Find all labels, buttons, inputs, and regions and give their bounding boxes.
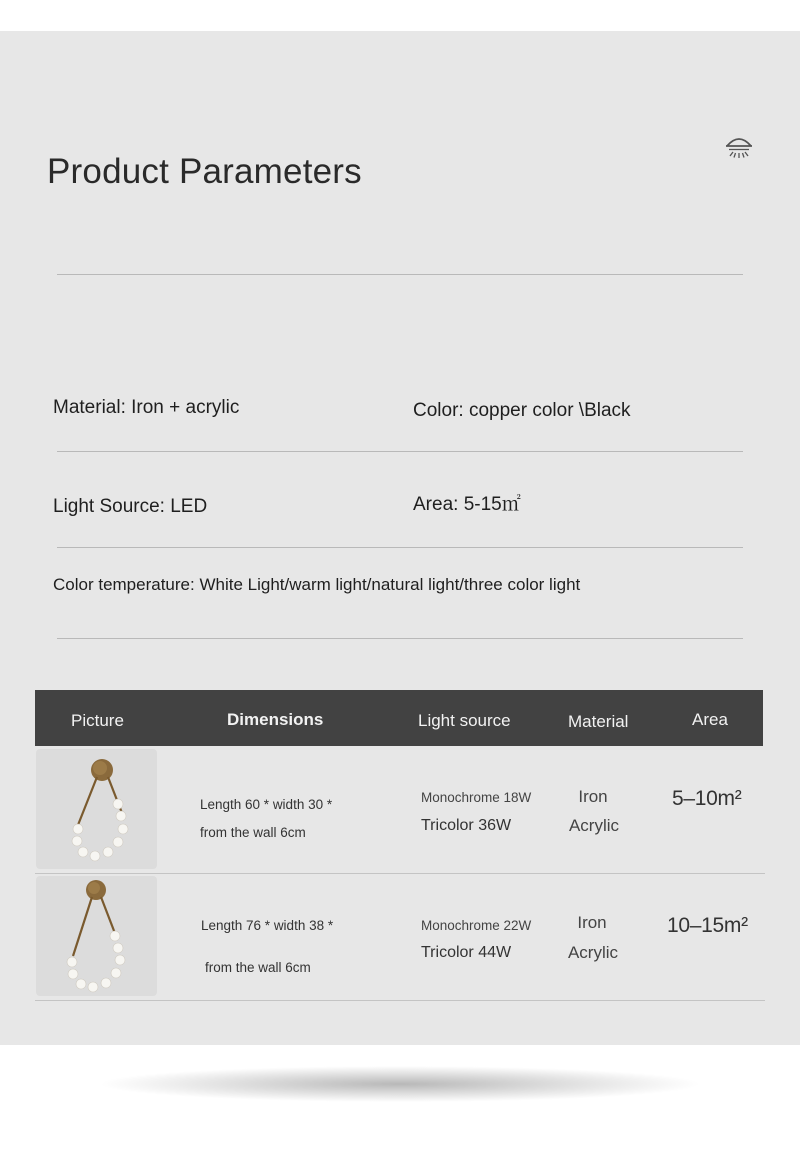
drop-shadow	[0, 1066, 800, 1126]
dimensions-line-2: from the wall 6cm	[200, 825, 306, 840]
column-header-light-source: Light source	[418, 711, 511, 730]
column-header-material: Material	[568, 712, 629, 731]
pendant-lamp-image	[36, 876, 157, 996]
light-source-tricolor: Tricolor 36W	[421, 817, 512, 834]
dimensions-line-1: Length 76 * width 38 *	[201, 918, 334, 933]
divider	[57, 547, 743, 548]
divider	[57, 451, 743, 452]
param-color-temperature: Color temperature: White Light/warm light/natural light/three color light	[53, 575, 581, 594]
divider	[57, 274, 743, 275]
param-material: Material: Iron + acrylic	[53, 397, 240, 418]
light-source-monochrome: Monochrome 22W	[421, 918, 532, 933]
pendant-lamp-image	[36, 749, 157, 869]
page-title: Product Parameters	[47, 152, 362, 191]
ceiling-lamp-icon	[724, 133, 754, 163]
param-area: Area: 5-15㎡	[413, 494, 521, 515]
light-source-tricolor: Tricolor 44W	[421, 944, 512, 961]
material-acrylic: Acrylic	[568, 816, 620, 835]
dimensions-line-1: Length 60 * width 30 *	[200, 797, 333, 812]
column-header-area: Area	[692, 710, 728, 729]
area-value: 5–10m²	[672, 787, 742, 810]
param-color: Color: copper color \Black	[413, 400, 631, 421]
material-iron: Iron	[577, 913, 607, 932]
light-source-monochrome: Monochrome 18W	[421, 790, 532, 805]
column-header-picture: Picture	[71, 711, 124, 730]
table-header	[35, 690, 763, 746]
column-header-dimensions: Dimensions	[227, 710, 324, 729]
row-divider	[35, 1000, 765, 1001]
table-row	[35, 746, 765, 873]
table-row	[35, 873, 765, 1000]
material-acrylic: Acrylic	[567, 943, 619, 962]
dimensions-line-2: from the wall 6cm	[205, 960, 311, 975]
divider	[57, 638, 743, 639]
param-light-source: Light Source: LED	[53, 496, 208, 517]
material-iron: Iron	[578, 787, 608, 806]
area-value: 10–15m²	[667, 914, 748, 937]
